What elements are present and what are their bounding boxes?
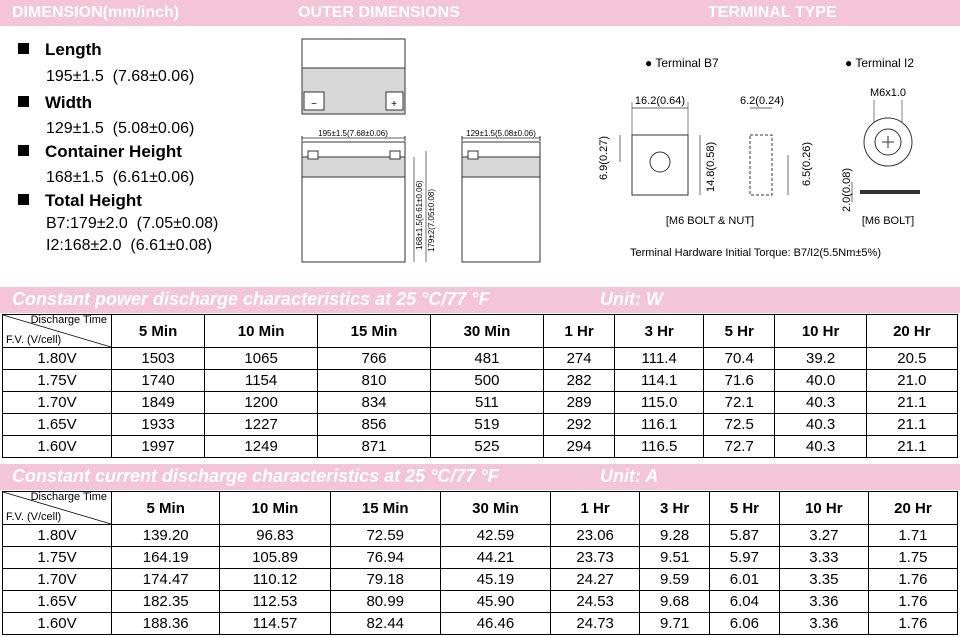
total-height-label: Total Height bbox=[18, 191, 142, 211]
value-cell: 40.0 bbox=[775, 370, 866, 392]
fv-cell: 1.65V bbox=[3, 414, 112, 436]
value-cell: 834 bbox=[318, 392, 431, 414]
column-header: 30 Min bbox=[440, 492, 550, 525]
fv-cell: 1.70V bbox=[3, 569, 112, 591]
fv-cell: 1.75V bbox=[3, 547, 112, 569]
column-header: 3 Hr bbox=[640, 492, 710, 525]
value-cell: 9.59 bbox=[640, 569, 710, 591]
total-height-b7: B7:179±2.0 (7.05±0.08) bbox=[46, 215, 219, 232]
value-cell: 23.73 bbox=[551, 547, 640, 569]
value-cell: 112.53 bbox=[220, 591, 330, 613]
length-value: 195±1.5 (7.68±0.06) bbox=[46, 68, 195, 85]
table-row bbox=[3, 591, 958, 613]
value-cell: 519 bbox=[430, 414, 543, 436]
header-bar bbox=[0, 0, 960, 26]
column-header: 5 Hr bbox=[710, 492, 780, 525]
column-header: 1 Hr bbox=[551, 492, 640, 525]
value-cell: 111.4 bbox=[615, 348, 704, 370]
value-cell: 1.76 bbox=[868, 613, 957, 635]
terminal-i2-label: ● Terminal I2 bbox=[845, 56, 915, 70]
value-cell: 9.28 bbox=[640, 525, 710, 547]
value-cell: 182.35 bbox=[112, 591, 220, 613]
battery-outline-drawing bbox=[290, 30, 560, 268]
value-cell: 71.6 bbox=[703, 370, 775, 392]
value-cell: 76.94 bbox=[330, 547, 440, 569]
current-table bbox=[2, 491, 958, 635]
width-value: 129±1.5 (5.08±0.06) bbox=[46, 120, 195, 137]
value-cell: 114.1 bbox=[615, 370, 704, 392]
column-header: 30 Min bbox=[430, 315, 543, 348]
value-cell: 871 bbox=[318, 436, 431, 458]
column-header: 15 Min bbox=[318, 315, 431, 348]
value-cell: 481 bbox=[430, 348, 543, 370]
value-cell: 810 bbox=[318, 370, 431, 392]
value-cell: 274 bbox=[543, 348, 614, 370]
value-cell: 70.4 bbox=[703, 348, 775, 370]
value-cell: 139.20 bbox=[112, 525, 220, 547]
value-cell: 9.51 bbox=[640, 547, 710, 569]
table-row bbox=[3, 569, 958, 591]
i2-height-dim: 2.0(0.08) bbox=[841, 167, 853, 212]
value-cell: 5.87 bbox=[710, 525, 780, 547]
bullet-square-icon bbox=[18, 145, 29, 156]
table-row bbox=[3, 525, 958, 547]
table-row bbox=[3, 436, 958, 458]
value-cell: 114.57 bbox=[220, 613, 330, 635]
value-cell: 188.36 bbox=[112, 613, 220, 635]
value-cell: 1249 bbox=[205, 436, 318, 458]
column-header: 5 Min bbox=[112, 315, 205, 348]
value-cell: 1.71 bbox=[868, 525, 957, 547]
column-header: 5 Min bbox=[112, 492, 220, 525]
bullet-square-icon bbox=[18, 96, 29, 107]
value-cell: 105.89 bbox=[220, 547, 330, 569]
terminal-type-title: TERMINAL TYPE bbox=[708, 4, 837, 21]
value-cell: 1997 bbox=[112, 436, 205, 458]
b7-thickness-dim: 6.2(0.24) bbox=[739, 95, 785, 107]
dimension-title: DIMENSION(mm/inch) bbox=[12, 4, 180, 21]
value-cell: 289 bbox=[543, 392, 614, 414]
value-cell: 1503 bbox=[112, 348, 205, 370]
current-section-unit: Unit: A bbox=[600, 466, 659, 486]
value-cell: 40.3 bbox=[775, 414, 866, 436]
container-height-value: 168±1.5 (6.61±0.06) bbox=[46, 169, 195, 186]
value-cell: 21.1 bbox=[866, 436, 957, 458]
value-cell: 9.71 bbox=[640, 613, 710, 635]
svg-text:−: − bbox=[311, 99, 317, 110]
value-cell: 500 bbox=[430, 370, 543, 392]
table-row bbox=[3, 392, 958, 414]
value-cell: 1740 bbox=[112, 370, 205, 392]
terminal-drawing bbox=[590, 80, 960, 240]
value-cell: 20.5 bbox=[866, 348, 957, 370]
fv-cell: 1.65V bbox=[3, 591, 112, 613]
value-cell: 24.53 bbox=[551, 591, 640, 613]
column-header: 3 Hr bbox=[615, 315, 704, 348]
value-cell: 82.44 bbox=[330, 613, 440, 635]
fv-cell: 1.80V bbox=[3, 525, 112, 547]
value-cell: 21.1 bbox=[866, 392, 957, 414]
value-cell: 6.06 bbox=[710, 613, 780, 635]
bullet-square-icon bbox=[18, 43, 29, 54]
value-cell: 96.83 bbox=[220, 525, 330, 547]
value-cell: 39.2 bbox=[775, 348, 866, 370]
table-row bbox=[3, 414, 958, 436]
value-cell: 72.7 bbox=[703, 436, 775, 458]
value-cell: 1.76 bbox=[868, 591, 957, 613]
value-cell: 110.12 bbox=[220, 569, 330, 591]
torque-note: Terminal Hardware Initial Torque: B7/I2(5.5Nm±5%) bbox=[630, 247, 881, 259]
column-header: 15 Min bbox=[330, 492, 440, 525]
value-cell: 511 bbox=[430, 392, 543, 414]
column-header: 10 Hr bbox=[775, 315, 866, 348]
value-cell: 1.76 bbox=[868, 569, 957, 591]
value-cell: 3.27 bbox=[779, 525, 868, 547]
value-cell: 21.0 bbox=[866, 370, 957, 392]
bullet-square-icon bbox=[18, 194, 29, 205]
length-label: Length bbox=[18, 40, 102, 60]
value-cell: 5.97 bbox=[710, 547, 780, 569]
value-cell: 24.73 bbox=[551, 613, 640, 635]
value-cell: 9.68 bbox=[640, 591, 710, 613]
column-header: 1 Hr bbox=[543, 315, 614, 348]
value-cell: 3.35 bbox=[779, 569, 868, 591]
value-cell: 23.06 bbox=[551, 525, 640, 547]
value-cell: 116.1 bbox=[615, 414, 704, 436]
value-cell: 1200 bbox=[205, 392, 318, 414]
power-section-header bbox=[0, 287, 960, 313]
value-cell: 1227 bbox=[205, 414, 318, 436]
value-cell: 282 bbox=[543, 370, 614, 392]
value-cell: 1933 bbox=[112, 414, 205, 436]
container-height-dim: 168±1.5(6.61±0.06) bbox=[415, 180, 424, 250]
total-height-dim: 179±2(7.05±0.08) bbox=[427, 188, 436, 252]
column-header: 20 Hr bbox=[866, 315, 957, 348]
value-cell: 3.33 bbox=[779, 547, 868, 569]
table-row bbox=[3, 348, 958, 370]
value-cell: 80.99 bbox=[330, 591, 440, 613]
value-cell: 294 bbox=[543, 436, 614, 458]
column-header: 10 Hr bbox=[779, 492, 868, 525]
value-cell: 42.59 bbox=[440, 525, 550, 547]
front-width-dim: 195±1.5(7.68±0.06) bbox=[318, 129, 388, 138]
value-cell: 21.1 bbox=[866, 414, 957, 436]
fv-cell: 1.60V bbox=[3, 436, 112, 458]
value-cell: 40.3 bbox=[775, 392, 866, 414]
container-height-label: Container Height bbox=[18, 142, 182, 162]
i2-thread-label: M6x1.0 bbox=[869, 87, 907, 99]
value-cell: 24.27 bbox=[551, 569, 640, 591]
column-header: 10 Min bbox=[220, 492, 330, 525]
current-section-header bbox=[0, 464, 960, 490]
b7-h3-dim: 6.5(0.26) bbox=[801, 141, 813, 186]
table-row bbox=[3, 370, 958, 392]
value-cell: 3.36 bbox=[779, 591, 868, 613]
table-row bbox=[3, 547, 958, 569]
b7-bolt-label: [M6 BOLT & NUT] bbox=[665, 215, 755, 227]
value-cell: 292 bbox=[543, 414, 614, 436]
value-cell: 40.3 bbox=[775, 436, 866, 458]
fv-cell: 1.80V bbox=[3, 348, 112, 370]
value-cell: 115.0 bbox=[615, 392, 704, 414]
width-label: Width bbox=[18, 93, 92, 113]
svg-text:+: + bbox=[391, 99, 397, 110]
table-corner-cell: Discharge Time F.V. (V/cell) bbox=[3, 492, 112, 525]
value-cell: 525 bbox=[430, 436, 543, 458]
value-cell: 174.47 bbox=[112, 569, 220, 591]
current-section-title: Constant current discharge characteristics at 25 °C/77 °F bbox=[12, 466, 499, 486]
value-cell: 72.1 bbox=[703, 392, 775, 414]
side-width-dim: 129±1.5(5.08±0.06) bbox=[466, 129, 536, 138]
fv-cell: 1.70V bbox=[3, 392, 112, 414]
table-row bbox=[3, 613, 958, 635]
value-cell: 1154 bbox=[205, 370, 318, 392]
column-header: 10 Min bbox=[205, 315, 318, 348]
value-cell: 116.5 bbox=[615, 436, 704, 458]
terminal-b7-label: ● Terminal B7 bbox=[645, 56, 719, 70]
value-cell: 44.21 bbox=[440, 547, 550, 569]
value-cell: 1849 bbox=[112, 392, 205, 414]
value-cell: 79.18 bbox=[330, 569, 440, 591]
value-cell: 45.90 bbox=[440, 591, 550, 613]
power-section-title: Constant power discharge characteristics at 25 °C/77 °F bbox=[12, 289, 490, 309]
value-cell: 72.59 bbox=[330, 525, 440, 547]
value-cell: 766 bbox=[318, 348, 431, 370]
value-cell: 164.19 bbox=[112, 547, 220, 569]
b7-width-dim: 16.2(0.64) bbox=[634, 95, 686, 107]
table-corner-cell: Discharge Time F.V. (V/cell) bbox=[3, 315, 112, 348]
value-cell: 45.19 bbox=[440, 569, 550, 591]
value-cell: 3.36 bbox=[779, 613, 868, 635]
fv-cell: 1.75V bbox=[3, 370, 112, 392]
i2-bolt-label: [M6 BOLT] bbox=[861, 215, 915, 227]
value-cell: 1065 bbox=[205, 348, 318, 370]
total-height-i2: I2:168±2.0 (6.61±0.08) bbox=[46, 237, 213, 254]
value-cell: 46.46 bbox=[440, 613, 550, 635]
b7-h2-dim: 14.8(0.58) bbox=[705, 141, 717, 192]
b7-h1-dim: 6.9(0.27) bbox=[598, 135, 610, 180]
column-header: 20 Hr bbox=[868, 492, 957, 525]
value-cell: 856 bbox=[318, 414, 431, 436]
outer-dimensions-title: OUTER DIMENSIONS bbox=[298, 4, 460, 21]
value-cell: 6.04 bbox=[710, 591, 780, 613]
column-header: 5 Hr bbox=[703, 315, 775, 348]
value-cell: 1.75 bbox=[868, 547, 957, 569]
value-cell: 6.01 bbox=[710, 569, 780, 591]
value-cell: 72.5 bbox=[703, 414, 775, 436]
power-section-unit: Unit: W bbox=[600, 289, 663, 309]
power-table bbox=[2, 314, 958, 458]
fv-cell: 1.60V bbox=[3, 613, 112, 635]
